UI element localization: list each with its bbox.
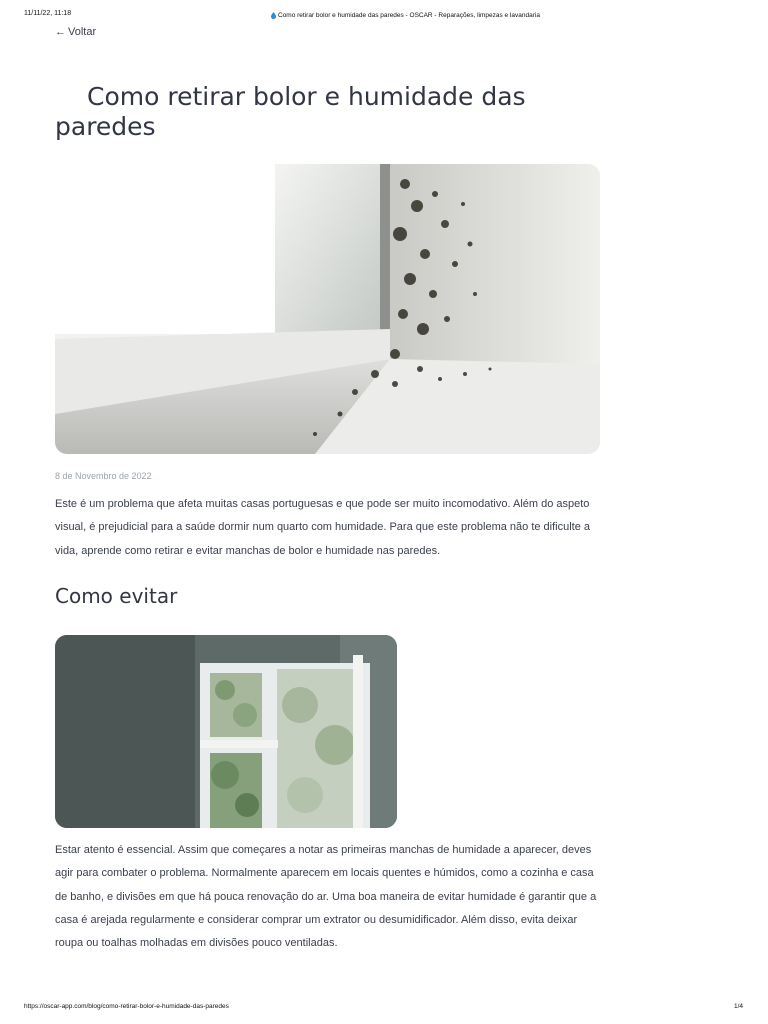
intro-paragraph: Este é um problema que afeta muitas casas portuguesas e que pode ser muito incomodativo. Além do aspeto visual, é prejudicial para a saúde dormir num quarto com humidade. Para que este problema não te dificulte a vida, aprende como retirar e evitar manchas de bolor e humidade nas paredes. (55, 498, 591, 557)
print-title-text: Como retirar bolor e humidade das paredes - OSCAR - Reparações, limpezas e lavandaria (278, 12, 540, 19)
print-page-number: 1/4 (734, 1003, 744, 1010)
section-paragraph: Estar atento é essencial. Assim que começares a notar as primeiras manchas de humidade a aparecer, deves agir para combater o problema. Normalmente aparecem em locais quentes e húmidos, como a cozinha e casa de banho, e divisões em que há pouca renovação do ar. Uma boa maneira de evitar humidade é garantir que a casa é arejada regularmente e considerar comprar um extrator ou desumidificador. Além disso, evita deixar roupa ou toalhas molhadas em divisões pouco ventiladas. (55, 844, 597, 950)
article-title: Como retirar bolor e humidade das paredes (55, 82, 526, 141)
back-link[interactable] (55, 26, 96, 38)
open-window-photo (55, 635, 397, 828)
print-page-title (271, 12, 540, 19)
print-datetime: 11/11/22, 11:18 (24, 10, 72, 17)
back-link-label: Voltar (68, 26, 97, 38)
print-url: https://oscar-app.com/blog/como-retirar-bolor-e-humidade-das-paredes (24, 1003, 229, 1010)
water-drop-icon (271, 12, 276, 19)
mold-window-photo (55, 164, 600, 454)
print-header (0, 10, 768, 24)
section-heading: Como evitar (55, 584, 178, 608)
article-date: 8 de Novembro de 2022 (55, 471, 152, 481)
arrow-left-icon: ← (55, 26, 66, 38)
